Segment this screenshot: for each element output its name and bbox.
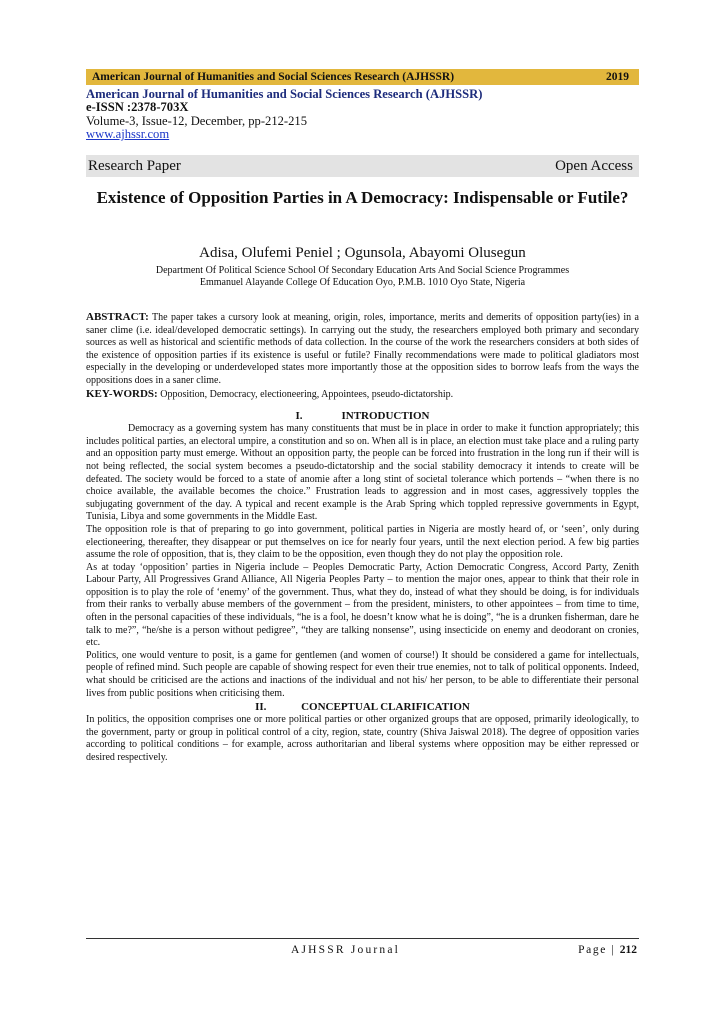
masthead-volume: Volume-3, Issue-12, December, pp-212-215 — [86, 113, 307, 128]
paper-authors: Adisa, Olufemi Peniel ; Ogunsola, Abayomi Olusegun — [199, 245, 526, 261]
masthead-eissn: e-ISSN :2378-703X — [86, 100, 189, 115]
abstract — [86, 311, 639, 388]
paper-type-label: Research Paper — [88, 158, 181, 174]
open-access-label: Open Access — [555, 158, 633, 174]
author-affiliation — [86, 265, 639, 289]
masthead-journal: American Journal of Humanities and Social Sciences Research (AJHSSR) — [86, 87, 483, 101]
page-label: Page | — [578, 944, 620, 956]
section-heading-conceptual — [86, 701, 639, 714]
intro-paragraph-1: Democracy as a governing system has many constituents that must be in place in order to make it function appropriately; this includes political parties, an electoral umpire, a constitution and so on. When all is in place, an election must take place and a ruling party and an opposition party must emerge. Without an opposition party, the people can be forced into frustration in the long run if their will is not being reflected, the social system becomes a pseudo-dictatorship and the social stability democracy it intends to create will be defeated. The society would be forced to a state of anomie after a long stint of societal tolerance which portends – “when there is no choice available, the available becomes the choice.” Frustration leads to aggression and in most cases, aggressively topples the subjugating government of the day. A typical and recent example is the Arab Spring which toppled repressive governments in Egypt, Tunisia, Libya and some governments in the Middle East. — [86, 423, 639, 523]
abstract-text: The paper takes a cursory look at meaning, origin, roles, importance, merits and demerits of opposition party(ies) in a saner clime (i.e. ideal/developed democratic settings). In carrying out the study, the researchers employed both primary and secondary sources as well as historical and scientific methods of data collection. In the course of the work the researchers considers at both sides of the existence of opposition parties if its existence is useful or futile? Finally recommendations were made to political gladiators most especially in the developing or underdeveloped states more importantly those at the opposition sides to borrow leafs from the ways the oppositions does in a saner clime. — [86, 312, 639, 386]
keywords — [86, 388, 639, 402]
footer-page — [578, 942, 637, 958]
section-title: INTRODUCTION — [341, 410, 430, 423]
journal-header-year: 2019 — [606, 71, 629, 83]
section-number: II. — [255, 701, 267, 714]
affiliation-line-2: Emmanuel Alayande College Of Education Oyo, P.M.B. 1010 Oyo State, Nigeria — [199, 277, 526, 288]
abstract-label: ABSTRACT: — [86, 311, 149, 323]
concept-paragraph-1: In politics, the opposition comprises one or more political parties or other organized groups that are opposed, primarily ideologically, to the government, party or group in political control of a city, region, state, country (Shiva Jaiswal 2018). The degree of opposition varies according to political conditions – for example, across authoritarian and liberal systems where opposition may be either repressed or desired respectively. — [86, 714, 639, 763]
keywords-text: Opposition, Democracy, electioneering, Appointees, pseudo-dictatorship. — [157, 388, 454, 400]
page-footer — [86, 938, 639, 956]
intro-paragraph-2: The opposition role is that of preparing to go into government, political parties in Nigeria are mostly heard of, or ‘seen’, only during electioneering, thereafter, they disappear or put themselves on ice for nearly four years, until the next election period. A few big parties assume the role of opposition, that is, they claim to be the opposition, even though they do not play the opposition role. — [86, 523, 639, 561]
section-title: CONCEPTUAL CLARIFICATION — [301, 701, 470, 714]
section-heading-introduction — [86, 410, 639, 423]
affiliation-line-1: Department Of Political Science School Of Secondary Education Arts And Social Science Programmes — [155, 265, 570, 276]
paper-title: Existence of Opposition Parties in A Democracy: Indispensable or Futile? — [96, 188, 629, 207]
keywords-label: KEY-WORDS: — [86, 387, 158, 400]
journal-header-name: American Journal of Humanities and Social Sciences Research (AJHSSR) — [92, 71, 455, 83]
intro-paragraph-3: As at today ‘opposition’ parties in Nigeria include – Peoples Democratic Party, Action Democratic Congress, Accord Party, Zenith Labour Party, All Progressives Grand Alliance, All Nigeria Peoples Party – to mention the major ones, appear to think that their role in opposition is to play the role of ‘enemy’ of the government. Thus, what they do, instead of what they should be doing, is for individuals from their ranks to verbally abuse members of the government – from the president, ministers, to other appointees – from time to time, often in the personal capacities of these individuals, “he is a fool, he doesn’t know what he is doing”, “he is a drunken fisherman, dare he talk to me?”, “he/she is a person without pedigree”, “they are talking nonsense”, using insecticide on enemy and deodorant on cronies, etc. — [86, 561, 639, 649]
journal-header-bar — [86, 69, 639, 85]
journal-url-link[interactable]: www.ajhssr.com — [86, 127, 170, 142]
footer-journal: AJHSSR Journal — [291, 944, 401, 956]
paper-body — [86, 311, 639, 765]
page-number: 212 — [619, 944, 637, 956]
masthead — [86, 88, 639, 142]
intro-paragraph-4: Politics, one would venture to posit, is a game for gentlemen (and women of course!) It should be considered a game for intellectuals, people of refined mind. Such people are capable of showing respect for even their true enemies, not to talk of political opponents. Indeed, what should be criticised are the actions and inactions of the individual and not his/ her person, to be able to differentiate their personal lives from public positions when criticising them. — [86, 649, 639, 699]
section-number: I. — [295, 410, 303, 423]
paper-type-bar — [86, 155, 639, 177]
